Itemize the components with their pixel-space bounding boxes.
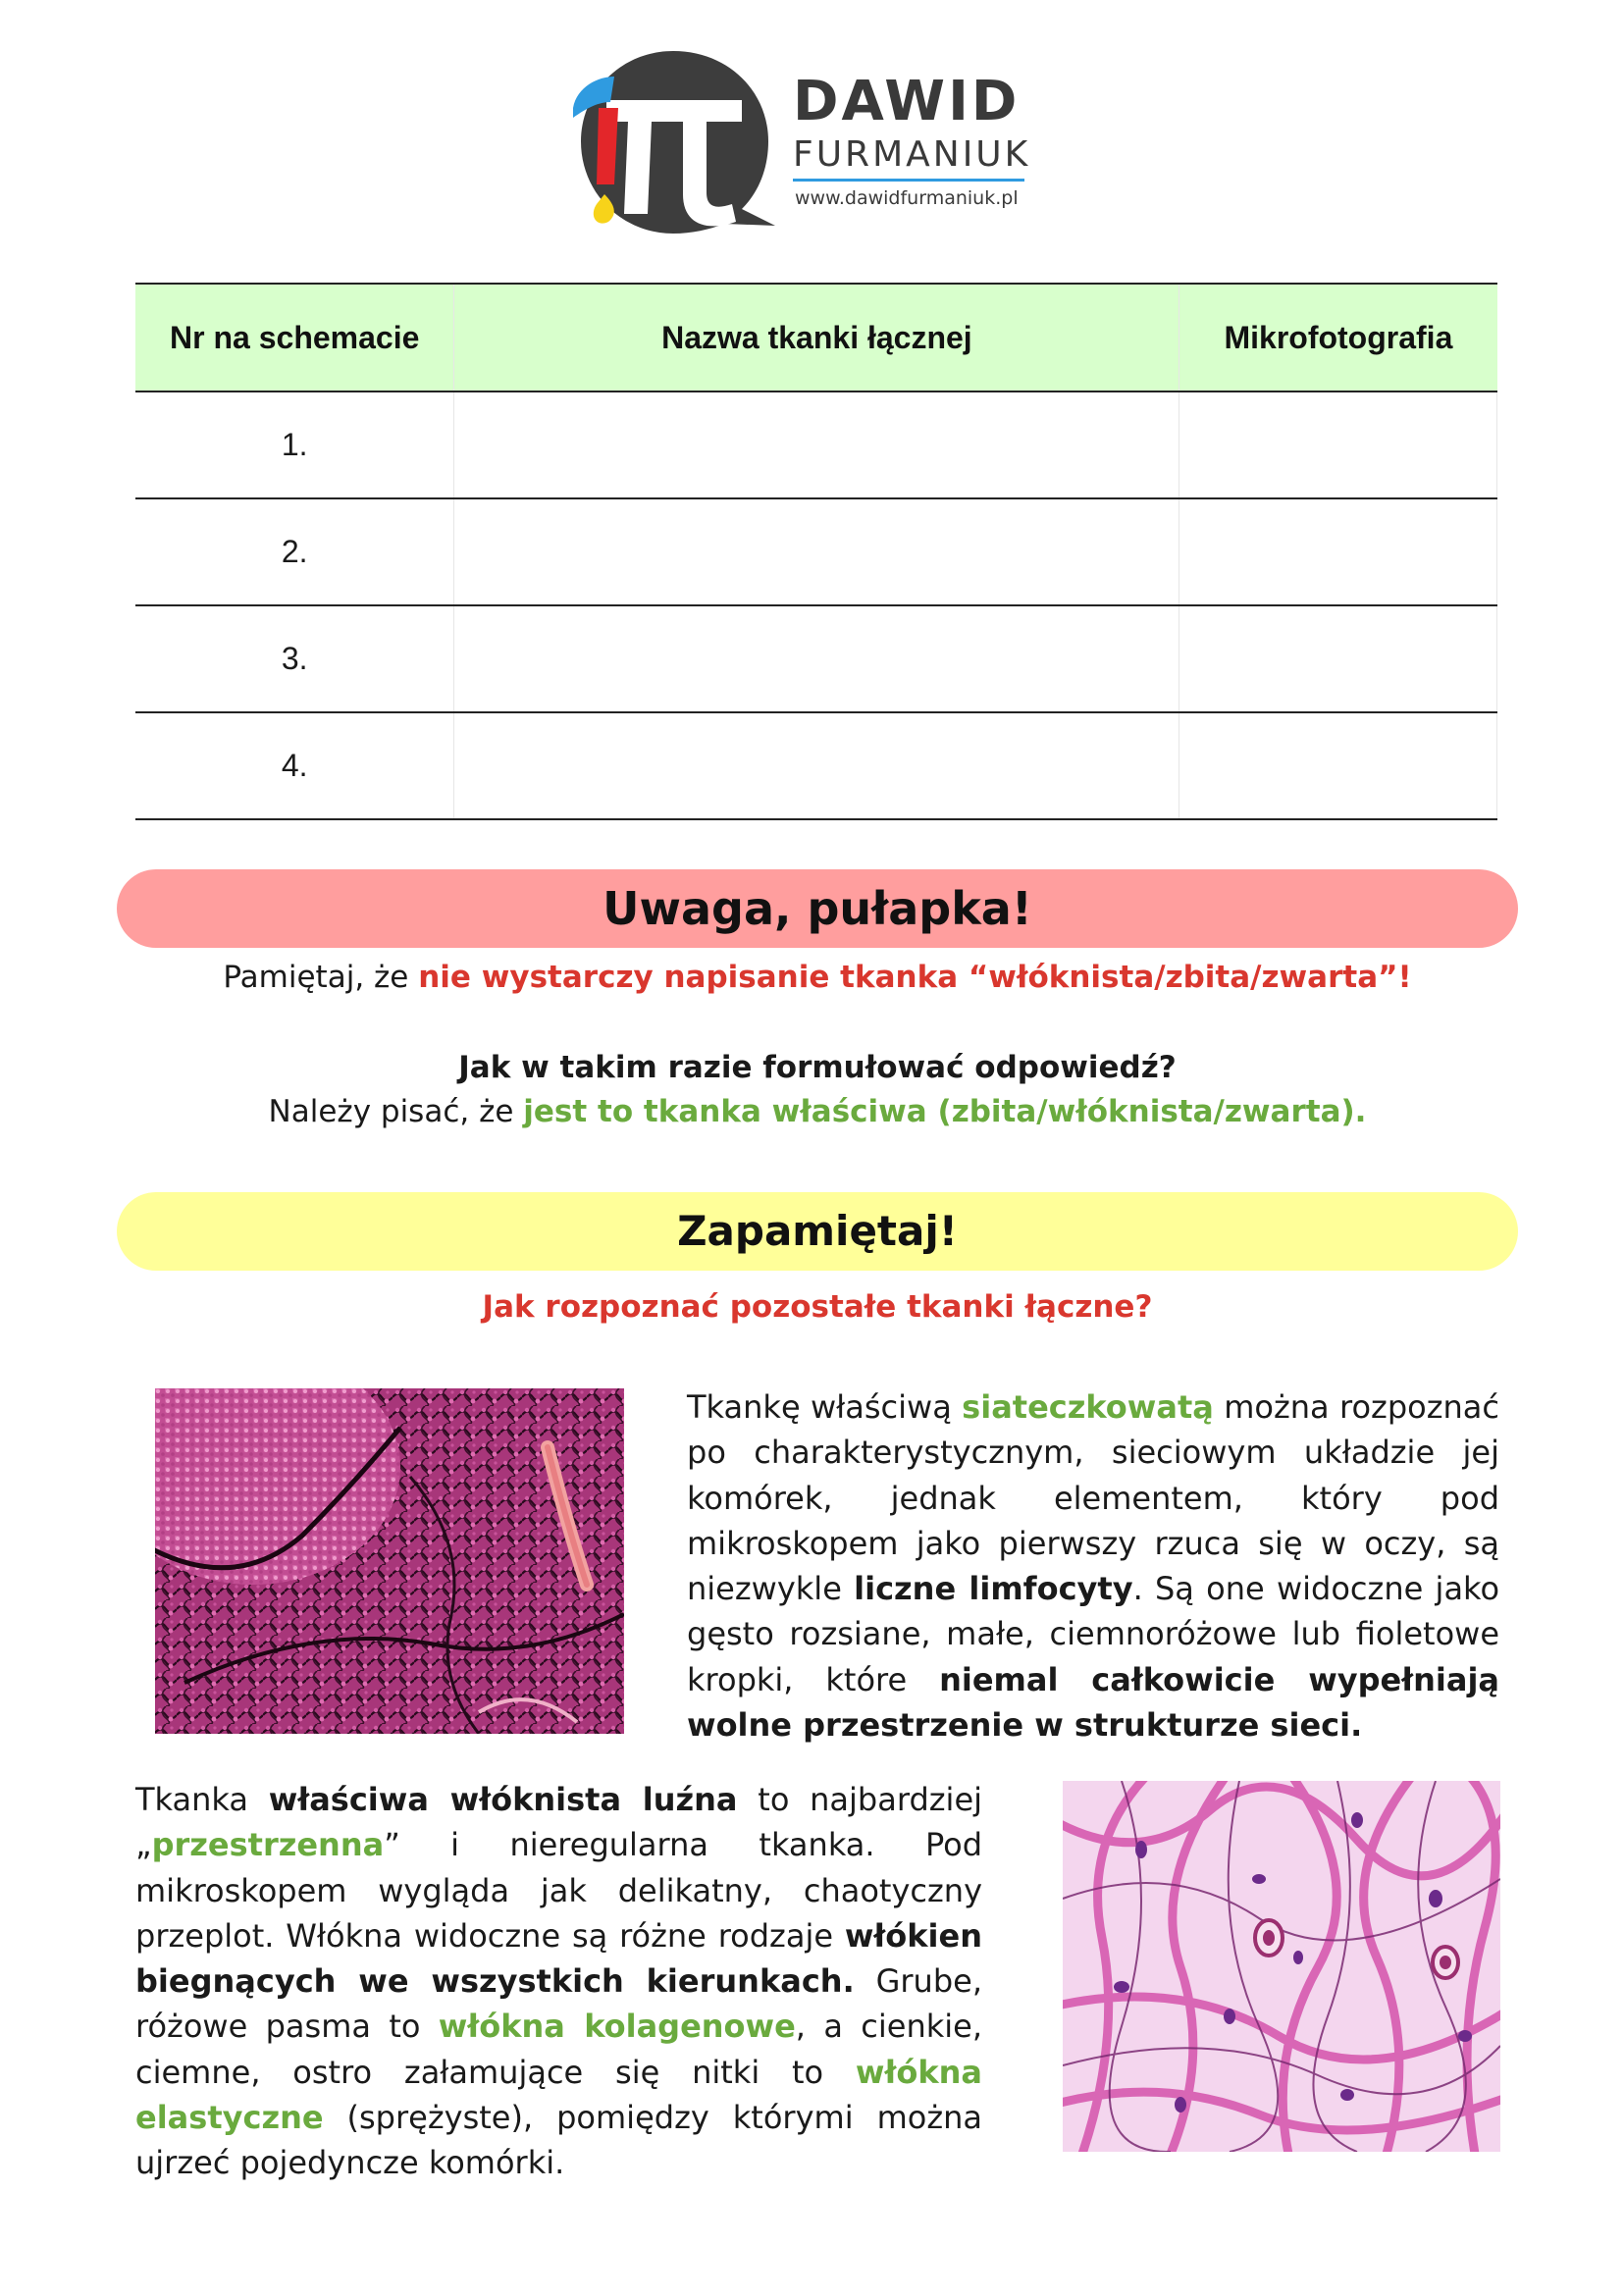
answer-photo-cell[interactable] [1179, 391, 1497, 498]
logo [567, 47, 1038, 234]
row-nr: 3. [135, 605, 454, 712]
table-row [135, 605, 1497, 712]
term-spatial: przestrzenna [151, 1826, 385, 1864]
answer-green-text: jest to tkanka właściwa (zbita/włóknista/zwarta). [523, 1094, 1367, 1129]
logo-divider [793, 179, 1024, 182]
logo-subname: FURMANIUK [793, 134, 1031, 175]
warning-line-2 [117, 1094, 1518, 1130]
emphasis-fill: niemal całkowicie wypełniają wolne przestrzenie w strukturze sieci. [687, 1660, 1500, 1745]
table-row [135, 498, 1497, 605]
answer-photo-cell[interactable] [1179, 712, 1497, 819]
row-nr: 4. [135, 712, 454, 819]
header-nr: Nr na schemacie [135, 284, 454, 391]
term-reticular: siateczkowatą [962, 1388, 1214, 1426]
answer-name-cell[interactable] [454, 712, 1179, 819]
term-elastic: włókna elastyczne [135, 2053, 982, 2137]
reticular-description: Tkankę właściwą siateczkowatą można rozpoznać po charakterystycznym, sieciowym układzie jej komórek, jednak elementem, który pod mikroskopem jako pierwszy rzuca się w oczy, są niezwykle liczne limfocyty. Są one widoczne jako gęsto rozsiane, małe, ciemnoróżowe lub fioletowe kropki, które niemal całkowicie wypełniają wolne przestrzenie w strukturze sieci. [687, 1388, 1500, 1745]
answer-photo-cell[interactable] [1179, 498, 1497, 605]
term-loose-tissue: właściwa włóknista luźna [268, 1781, 738, 1818]
reticular-tissue-micrograph [155, 1388, 624, 1734]
table-row [135, 712, 1497, 819]
tissue-table [135, 283, 1497, 820]
row-nr: 2. [135, 498, 454, 605]
warning-prefix: Pamiętaj, że [223, 960, 419, 995]
table-header-row [135, 284, 1497, 391]
term-collagen: włókna kolagenowe [438, 2008, 796, 2046]
header-photo: Mikrofotografia [1179, 284, 1497, 391]
answer-prefix: Należy pisać, że [268, 1094, 524, 1129]
loose-tissue-micrograph [1063, 1781, 1500, 2152]
table-row [135, 391, 1497, 498]
answer-name-cell[interactable] [454, 498, 1179, 605]
emphasis-fibers: włókien biegnących we wszystkich kierunkach. [135, 1916, 982, 2001]
warning-banner: Uwaga, pułapka! [117, 869, 1518, 948]
answer-name-cell[interactable] [454, 391, 1179, 498]
warning-question: Jak w takim razie formułować odpowiedź? [458, 1050, 1177, 1085]
pi-logo-icon [567, 47, 783, 234]
logo-name: DAWID [793, 70, 1021, 133]
remember-subtitle: Jak rozpoznać pozostałe tkanki łączne? [482, 1289, 1153, 1325]
header-name: Nazwa tkanki łącznej [454, 284, 1179, 391]
loose-tissue-description: Tkanka właściwa włóknista luźna to najbardziej „przestrzenna” i nieregularna tkanka. Pod mikroskopem wygląda jak delikatny, chaotyczny przeplot. Włókna widoczne są różne rodzaje włókien biegnących we wszystkich kierunkach. Grube, różowe pasma to włókna kolagenowe, a cienkie, ciemne, ostro załamujące się nitki to włókna elastyczne (sprężyste), pomiędzy którymi można ujrzeć pojedyncze komórki. [135, 1781, 983, 2182]
logo-url[interactable]: www.dawidfurmaniuk.pl [795, 187, 1019, 209]
term-lymphocytes: liczne limfocyty [854, 1570, 1133, 1608]
remember-banner: Zapamiętaj! [117, 1192, 1518, 1271]
row-nr: 1. [135, 391, 454, 498]
answer-photo-cell[interactable] [1179, 605, 1497, 712]
warning-line-1 [117, 960, 1518, 996]
answer-name-cell[interactable] [454, 605, 1179, 712]
warning-red-text: nie wystarczy napisanie tkanka “włóknista/zbita/zwarta”! [418, 960, 1412, 995]
